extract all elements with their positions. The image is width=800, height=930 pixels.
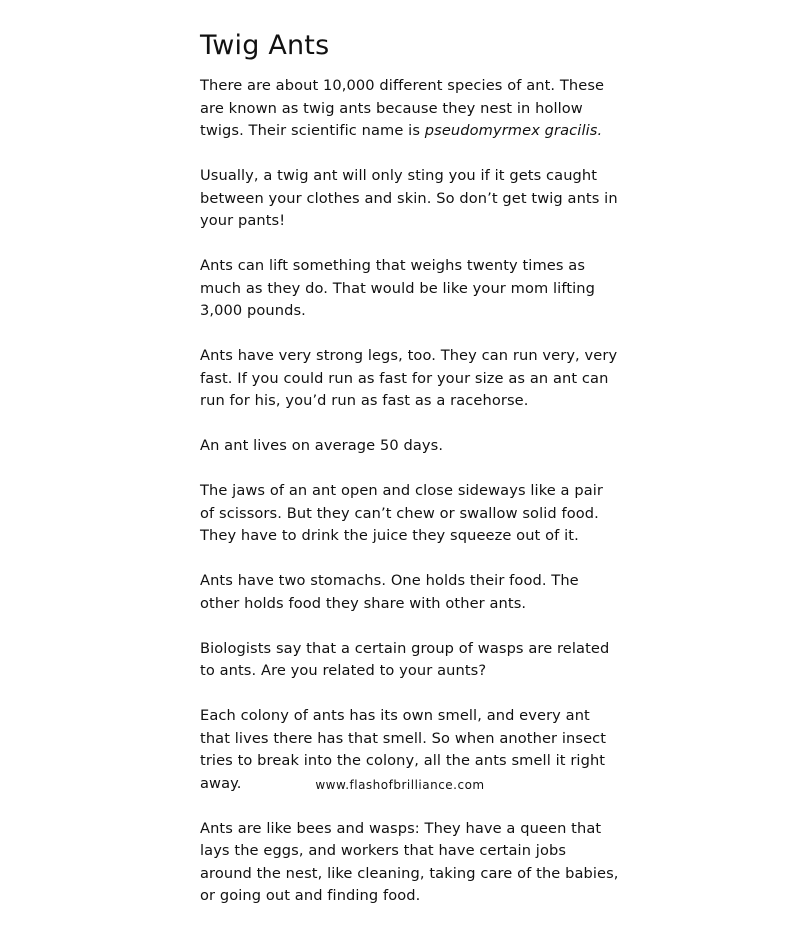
document-page [200, 30, 620, 930]
paragraph-text: An ant lives on average 50 days. [200, 437, 444, 454]
paragraph-text: Ants can lift something that weighs twenty times as much as they do. That would be like your mom lifting 3,000 pounds. [200, 257, 596, 319]
paragraph-text: The jaws of an ant open and close sideways like a pair of scissors. But they can’t chew or swallow solid food. They have to drink the juice they squeeze out of it. [200, 482, 603, 544]
paragraph-text: Usually, a twig ant will only sting you if it gets caught between your clothes and skin. So don’t get twig ants in your pants! [200, 167, 618, 229]
paragraph-legs [200, 345, 620, 413]
page-title: Twig Ants [200, 30, 330, 61]
paragraph-jaws [200, 480, 620, 548]
paragraph-text: Ants have two stomachs. One holds their food. The other holds food they share with other ants. [200, 572, 579, 612]
paragraph-stomachs [200, 570, 620, 615]
paragraph-lifespan [200, 435, 620, 458]
paragraph-text: Each colony of ants has its own smell, and every ant that lives there has that smell. So when another insect tries to break into the colony, all the ants smell it right away. [200, 707, 607, 792]
scientific-name: pseudomyrmex gracilis. [424, 122, 603, 139]
paragraph-queen [200, 818, 620, 908]
paragraph-text: There are about 10,000 different species of ant. These are known as twig ants because they nest in hollow twigs. Their scientific name is [200, 77, 605, 139]
paragraph-text: Biologists say that a certain group of wasps are related to ants. Are you related to your aunts? [200, 639, 610, 679]
paragraph-wasps [200, 638, 620, 683]
paragraph-sting [200, 165, 620, 233]
paragraph-species [200, 75, 620, 143]
paragraph-lift [200, 255, 620, 323]
paragraph-text: Ants have very strong legs, too. They can run very, very fast. If you could run as fast for your size as an ant can run for his, you’d run as fast as a racehorse. [200, 347, 618, 409]
footer-website: www.flashofbrilliance.com [315, 778, 485, 792]
paragraph-text: Ants are like bees and wasps: They have a queen that lays the eggs, and workers that have certain jobs around the nest, like cleaning, taking care of the babies, or going out and finding food. [200, 819, 619, 904]
